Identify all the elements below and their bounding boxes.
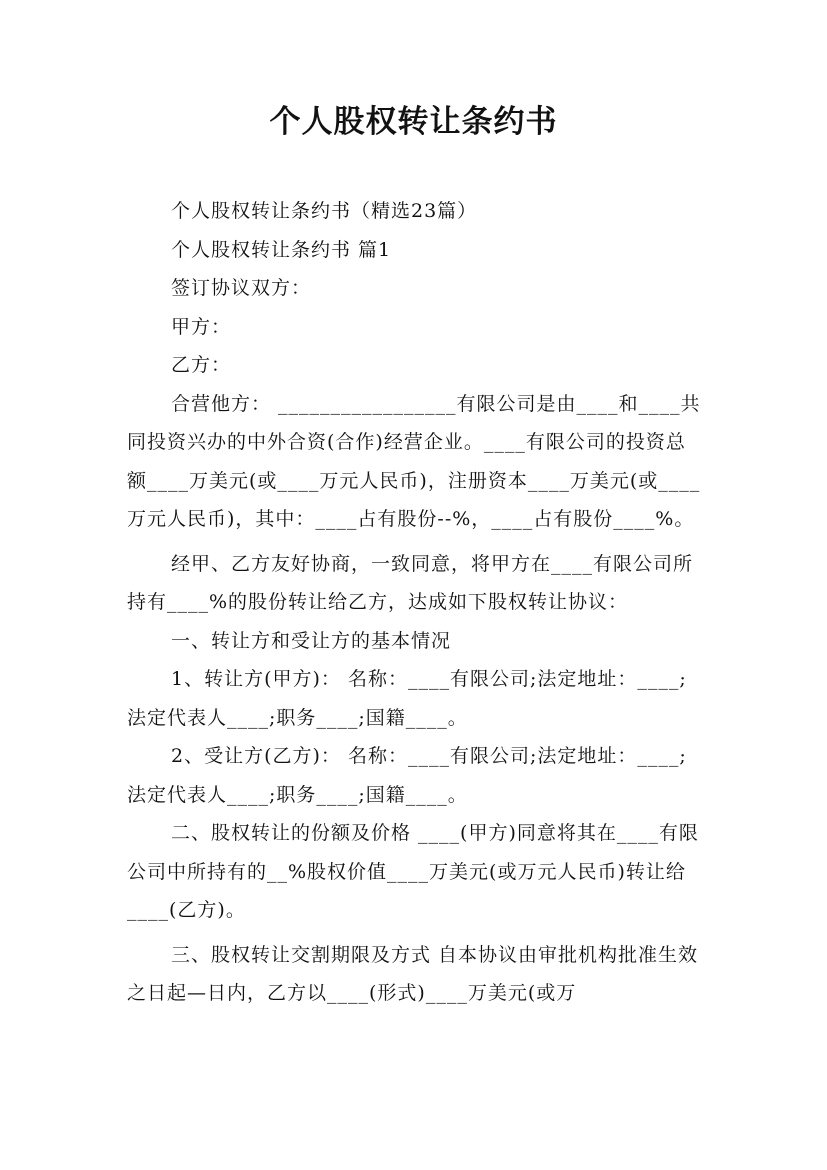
- paragraph-party-a: 甲方：: [171, 315, 232, 338]
- paragraph-signing-parties: 签订协议双方：: [171, 277, 312, 299]
- document-body: [127, 192, 705, 1013]
- document-title: 个人股权转让条约书: [269, 104, 558, 140]
- paragraph-party-b: 乙方：: [171, 354, 232, 376]
- paragraph-joint-venture: 合营他方： _________________有限公司是由____和____共同投资兴办的中外合资(合作)经营企业。____有限公司的投资总额____万美元(或____万元人民币)，注册资本____万美元(或____万元人民币)，其中：____占有股份--%，____占有股份____%。: [127, 392, 701, 530]
- paragraph-section-one-heading: 一、转让方和受让方的基本情况: [171, 629, 452, 652]
- paragraph-transferor: 1、转让方(甲方)： 名称：____有限公司;法定地址：____;法定代表人____;职务____;国籍____。: [127, 668, 687, 729]
- paragraph-transferee: 2、受让方(乙方)： 名称：____有限公司;法定地址：____;法定代表人____;职务____;国籍____。: [127, 745, 687, 806]
- paragraph-subtitle: 个人股权转让条约书（精选23篇）: [171, 200, 478, 222]
- paragraph-section-two: 二、股权转让的份额及价格 ____(甲方)同意将其在____有限公司中所持有的__%股权价值____万美元(或万元人民币)转让给____(乙方)。: [127, 822, 699, 921]
- paragraph-part-heading: 个人股权转让条约书 篇1: [171, 238, 392, 261]
- paragraph-section-three: 三、股权转让交割期限及方式 自本协议由审批机构批准生效之日起—日内，乙方以____(形式)____万美元(或万: [127, 943, 699, 1004]
- paragraph-agreement-intro: 经甲、乙方友好协商，一致同意，将甲方在____有限公司所持有____%的股份转让给乙方，达成如下股权转让协议：: [127, 552, 694, 613]
